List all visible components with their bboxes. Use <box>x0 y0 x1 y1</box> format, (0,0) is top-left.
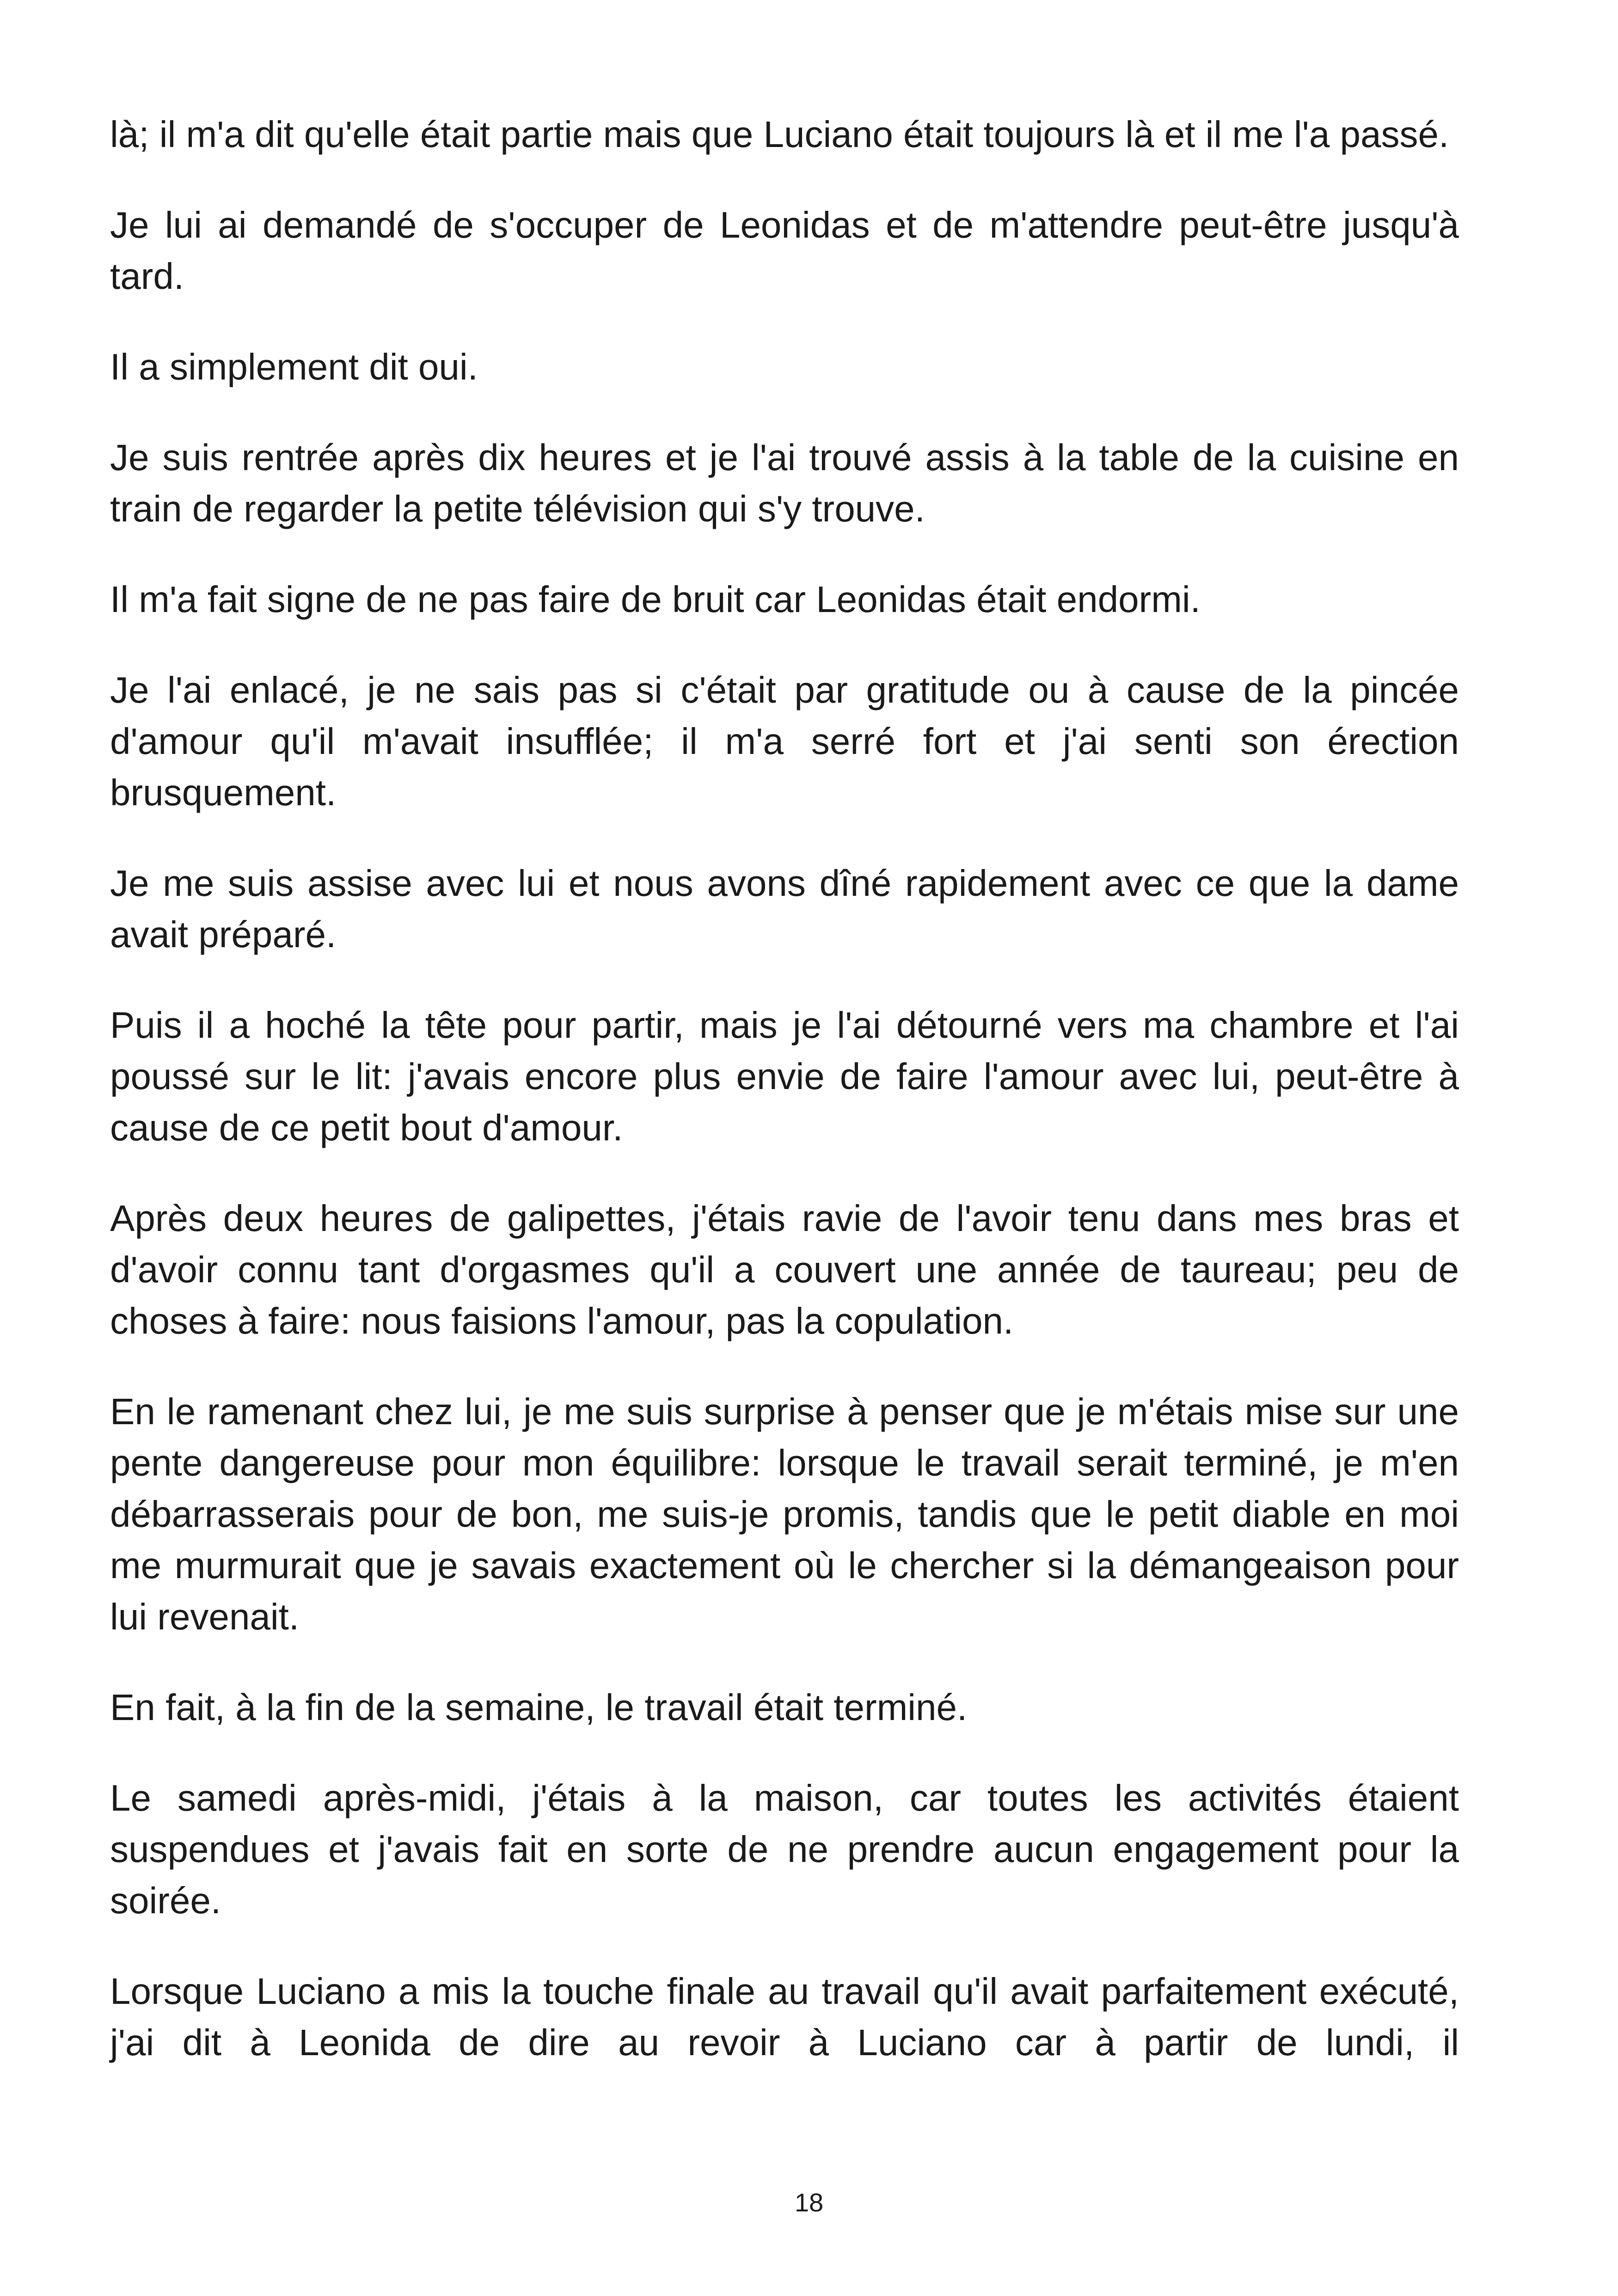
paragraph: là; il m'a dit qu'elle était partie mais que Luciano était toujours là et il me l'a passé. <box>110 114 1449 155</box>
paragraph: Je lui ai demandé de s'occuper de Leonidas et de m'attendre peut-être jusqu'à tard. <box>110 204 1459 297</box>
paragraph: Je suis rentrée après dix heures et je l'ai trouvé assis à la table de la cuisine en train de regarder la petite télévision qui s'y trouve. <box>110 437 1459 529</box>
paragraph: Je me suis assise avec lui et nous avons dîné rapidement avec ce que la dame avait préparé. <box>110 863 1459 955</box>
paragraph: Je l'ai enlacé, je ne sais pas si c'était par gratitude ou à cause de la pincée d'amour qu'il m'avait insufflée; il m'a serré fort et j'ai senti son érection brusquement. <box>110 669 1459 813</box>
paragraph: Puis il a hoché la tête pour partir, mais je l'ai détourné vers ma chambre et l'ai poussé sur le lit: j'avais encore plus envie de faire l'amour avec lui, peut-être à cause de ce petit bout d'amour. <box>110 1004 1459 1148</box>
paragraph: Lorsque Luciano a mis la touche finale au travail qu'il avait parfaitement exécuté, j'ai dit à Leonida de dire au revoir à Luciano car à partir de lundi, il <box>110 1971 1459 2063</box>
body-text <box>110 109 1459 2068</box>
page-number: 18 <box>794 2188 824 2217</box>
paragraph: En le ramenant chez lui, je me suis surprise à penser que je m'étais mise sur une pente dangereuse pour mon équilibre: lorsque le travail serait terminé, je m'en débarrasserais pour de bon, me suis-je promis, tandis que le petit diable en moi me murmurait que je savais exactement où le chercher si la démangeaison pour lui revenait. <box>110 1391 1459 1637</box>
paragraph: Après deux heures de galipettes, j'étais ravie de l'avoir tenu dans mes bras et d'avoir connu tant d'orgasmes qu'il a couvert une année de taureau; peu de choses à faire: nous faisions l'amour, pas la copulation. <box>110 1198 1459 1341</box>
paragraph: Le samedi après-midi, j'étais à la maison, car toutes les activités étaient suspendues et j'avais fait en sorte de ne prendre aucun engagement pour la soirée. <box>110 1777 1459 1921</box>
paragraph: En fait, à la fin de la semaine, le travail était terminé. <box>110 1687 968 1728</box>
paragraph: Il a simplement dit oui. <box>110 346 478 387</box>
paragraph: Il m'a fait signe de ne pas faire de bruit car Leonidas était endormi. <box>110 579 1201 620</box>
